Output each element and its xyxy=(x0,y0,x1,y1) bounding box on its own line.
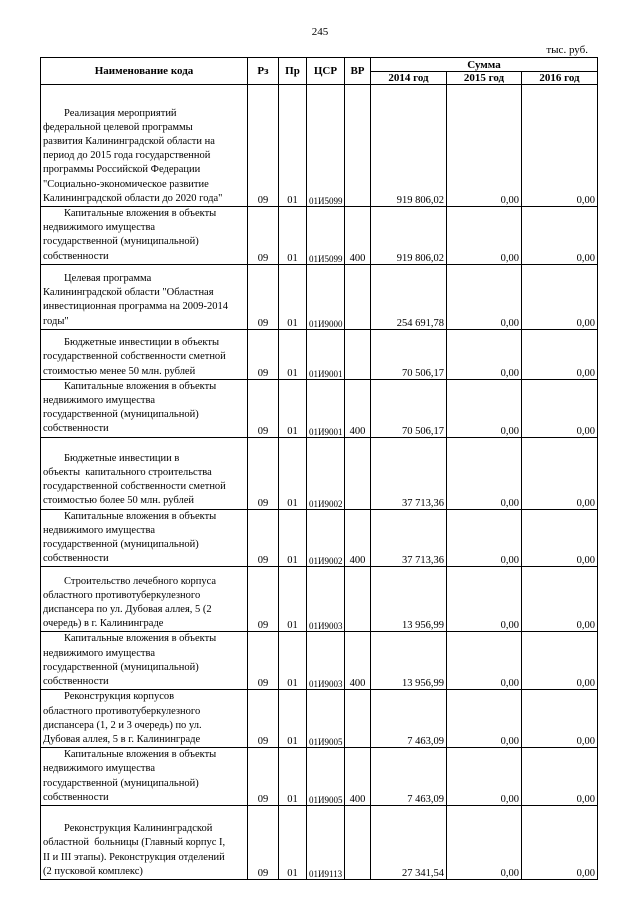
row-2014-value: 254 691,78 xyxy=(393,318,444,330)
row-vr: 400 xyxy=(345,379,371,437)
row-name: Реконструкция корпусов областного противотуберкулезного диспансера (1, 2 и 3 очередь) по ул. Дубовая аллея, 5 в г. Калининграде xyxy=(41,690,248,748)
row-rz: 09 xyxy=(248,437,279,509)
row-vr xyxy=(345,329,371,379)
row-2016 xyxy=(522,632,598,690)
row-name: Капитальные вложения в объекты недвижимого имущества государственной (муниципальной) собственности xyxy=(41,748,248,806)
row-2014 xyxy=(371,567,447,632)
header-name: Наименование кода xyxy=(41,58,248,85)
row-name: Капитальные вложения в объекты недвижимого имущества государственной (муниципальной) собственности xyxy=(41,379,248,437)
table-row xyxy=(41,632,598,690)
row-2014-value: 37 713,36 xyxy=(398,555,444,567)
row-2016-value: 0,00 xyxy=(573,678,595,690)
row-csr: 01И9001 xyxy=(307,329,345,379)
row-vr xyxy=(345,567,371,632)
table-row xyxy=(41,329,598,379)
row-2016 xyxy=(522,85,598,207)
row-pr: 01 xyxy=(279,85,307,207)
row-2015-value: 0,00 xyxy=(497,794,519,806)
row-name: Целевая программа Калининградской области "Областная инвестиционная программа на 2009-2014 годы" xyxy=(41,264,248,329)
row-2014-value: 919 806,02 xyxy=(393,253,444,265)
row-csr: 01И9002 xyxy=(307,509,345,567)
header-2014: 2014 год xyxy=(371,72,447,85)
row-2015-value: 0,00 xyxy=(497,868,519,880)
row-2014 xyxy=(371,806,447,880)
row-2015-value: 0,00 xyxy=(497,736,519,748)
row-2015-value: 0,00 xyxy=(497,678,519,690)
row-2016-value: 0,00 xyxy=(573,368,595,380)
row-vr xyxy=(345,85,371,207)
row-2014-value: 13 956,99 xyxy=(398,620,444,632)
row-name: Капитальные вложения в объекты недвижимого имущества государственной (муниципальной) собственности xyxy=(41,509,248,567)
row-2014-value: 70 506,17 xyxy=(398,426,444,438)
row-csr: 01И9002 xyxy=(307,437,345,509)
row-2016 xyxy=(522,207,598,265)
row-2016 xyxy=(522,567,598,632)
row-2014 xyxy=(371,85,447,207)
row-name: Строительство лечебного корпуса областного противотуберкулезного диспансера по ул. Дубовая аллея, 5 (2 очередь) в г. Калининграде xyxy=(41,567,248,632)
row-2016 xyxy=(522,329,598,379)
row-2016-value: 0,00 xyxy=(573,555,595,567)
row-2014 xyxy=(371,207,447,265)
row-name: Реализация мероприятий федеральной целевой программы развития Калининградской области на период до 2015 года государственной программы Российской Федерации "Социально-экономическое развитие Калининградской области до 2020 года" xyxy=(41,85,248,207)
row-pr: 01 xyxy=(279,632,307,690)
row-2014 xyxy=(371,264,447,329)
row-csr: 01И9005 xyxy=(307,690,345,748)
row-2016 xyxy=(522,509,598,567)
row-rz: 09 xyxy=(248,379,279,437)
header-rz: Рз xyxy=(248,58,279,85)
row-csr: 01И9001 xyxy=(307,379,345,437)
row-2016-value: 0,00 xyxy=(573,318,595,330)
row-vr xyxy=(345,806,371,880)
row-2016-value: 0,00 xyxy=(573,736,595,748)
row-csr: 01И9005 xyxy=(307,748,345,806)
row-vr xyxy=(345,264,371,329)
row-pr: 01 xyxy=(279,379,307,437)
header-vr: ВР xyxy=(345,58,371,85)
header-csr: ЦСР xyxy=(307,58,345,85)
table-row xyxy=(41,207,598,265)
row-csr: 01И5099 xyxy=(307,85,345,207)
row-2014 xyxy=(371,437,447,509)
row-2014 xyxy=(371,690,447,748)
row-2014 xyxy=(371,329,447,379)
row-csr: 01И9003 xyxy=(307,567,345,632)
row-2014-value: 7 463,09 xyxy=(403,794,444,806)
row-pr: 01 xyxy=(279,806,307,880)
row-2014-value: 70 506,17 xyxy=(398,368,444,380)
row-rz: 09 xyxy=(248,748,279,806)
row-2016-value: 0,00 xyxy=(573,195,595,207)
row-rz: 09 xyxy=(248,690,279,748)
row-2015-value: 0,00 xyxy=(497,318,519,330)
row-csr: 01И9113 xyxy=(307,806,345,880)
row-2014 xyxy=(371,632,447,690)
header-2015: 2015 год xyxy=(447,72,522,85)
row-2016-value: 0,00 xyxy=(573,868,595,880)
row-2016 xyxy=(522,379,598,437)
table-row xyxy=(41,85,598,207)
page-number: 245 xyxy=(311,26,329,38)
row-name: Бюджетные инвестиции в объекты государственной собственности сметной стоимостью менее 50 млн. рублей xyxy=(41,329,248,379)
row-2015-value: 0,00 xyxy=(497,620,519,632)
row-2015 xyxy=(447,509,522,567)
row-2016-value: 0,00 xyxy=(573,620,595,632)
row-vr: 400 xyxy=(345,748,371,806)
row-vr: 400 xyxy=(345,509,371,567)
row-2015-value: 0,00 xyxy=(497,498,519,510)
row-2016-value: 0,00 xyxy=(573,253,595,265)
row-2015-value: 0,00 xyxy=(497,368,519,380)
row-2015 xyxy=(447,329,522,379)
row-2014 xyxy=(371,379,447,437)
row-2015 xyxy=(447,806,522,880)
table-row xyxy=(41,264,598,329)
row-rz: 09 xyxy=(248,264,279,329)
row-2014-value: 919 806,02 xyxy=(393,195,444,207)
header-pr: Пр xyxy=(279,58,307,85)
table-row xyxy=(41,748,598,806)
row-csr: 01И9000 xyxy=(307,264,345,329)
row-2016 xyxy=(522,437,598,509)
row-2015 xyxy=(447,379,522,437)
row-name: Реконструкция Калининградской областной больницы (Главный корпус I, II и III этапы). Реконструкция отделений (2 пусковой комплекс) xyxy=(41,806,248,880)
row-2015 xyxy=(447,632,522,690)
row-2015 xyxy=(447,690,522,748)
row-rz: 09 xyxy=(248,806,279,880)
row-csr: 01И9003 xyxy=(307,632,345,690)
row-2015-value: 0,00 xyxy=(497,555,519,567)
row-2015 xyxy=(447,85,522,207)
row-2015 xyxy=(447,748,522,806)
row-2016 xyxy=(522,748,598,806)
table-row xyxy=(41,509,598,567)
row-vr: 400 xyxy=(345,632,371,690)
row-2014 xyxy=(371,509,447,567)
table-row xyxy=(41,567,598,632)
row-pr: 01 xyxy=(279,264,307,329)
row-pr: 01 xyxy=(279,690,307,748)
row-vr xyxy=(345,690,371,748)
row-rz: 09 xyxy=(248,632,279,690)
row-pr: 01 xyxy=(279,207,307,265)
row-2014-value: 13 956,99 xyxy=(398,678,444,690)
row-rz: 09 xyxy=(248,85,279,207)
row-rz: 09 xyxy=(248,329,279,379)
row-pr: 01 xyxy=(279,329,307,379)
row-pr: 01 xyxy=(279,748,307,806)
row-2015 xyxy=(447,207,522,265)
row-2016 xyxy=(522,264,598,329)
row-name: Бюджетные инвестиции в объекты капитального строительства государственной собственности сметной стоимостью более 50 млн. рублей xyxy=(41,437,248,509)
row-vr xyxy=(345,437,371,509)
row-rz: 09 xyxy=(248,509,279,567)
unit-label: тыс. руб. xyxy=(546,44,588,56)
table-row xyxy=(41,690,598,748)
row-2016-value: 0,00 xyxy=(573,426,595,438)
row-pr: 01 xyxy=(279,567,307,632)
row-2016-value: 0,00 xyxy=(573,498,595,510)
table-row xyxy=(41,806,598,880)
row-2015 xyxy=(447,437,522,509)
table-row xyxy=(41,437,598,509)
row-2016-value: 0,00 xyxy=(573,794,595,806)
row-csr: 01И5099 xyxy=(307,207,345,265)
row-2015 xyxy=(447,567,522,632)
row-2015-value: 0,00 xyxy=(497,253,519,265)
table-row xyxy=(41,379,598,437)
budget-table xyxy=(40,57,598,880)
row-2015-value: 0,00 xyxy=(497,426,519,438)
row-2016 xyxy=(522,806,598,880)
row-name: Капитальные вложения в объекты недвижимого имущества государственной (муниципальной) собственности xyxy=(41,207,248,265)
row-2016 xyxy=(522,690,598,748)
row-2014-value: 37 713,36 xyxy=(398,498,444,510)
row-pr: 01 xyxy=(279,437,307,509)
row-2014 xyxy=(371,748,447,806)
row-rz: 09 xyxy=(248,207,279,265)
row-vr: 400 xyxy=(345,207,371,265)
row-rz: 09 xyxy=(248,567,279,632)
row-pr: 01 xyxy=(279,509,307,567)
row-name: Капитальные вложения в объекты недвижимого имущества государственной (муниципальной) собственности xyxy=(41,632,248,690)
header-sum: Сумма xyxy=(371,58,598,72)
row-2015-value: 0,00 xyxy=(497,195,519,207)
row-2014-value: 27 341,54 xyxy=(398,868,444,880)
header-2016: 2016 год xyxy=(522,72,598,85)
row-2014-value: 7 463,09 xyxy=(403,736,444,748)
row-2015 xyxy=(447,264,522,329)
